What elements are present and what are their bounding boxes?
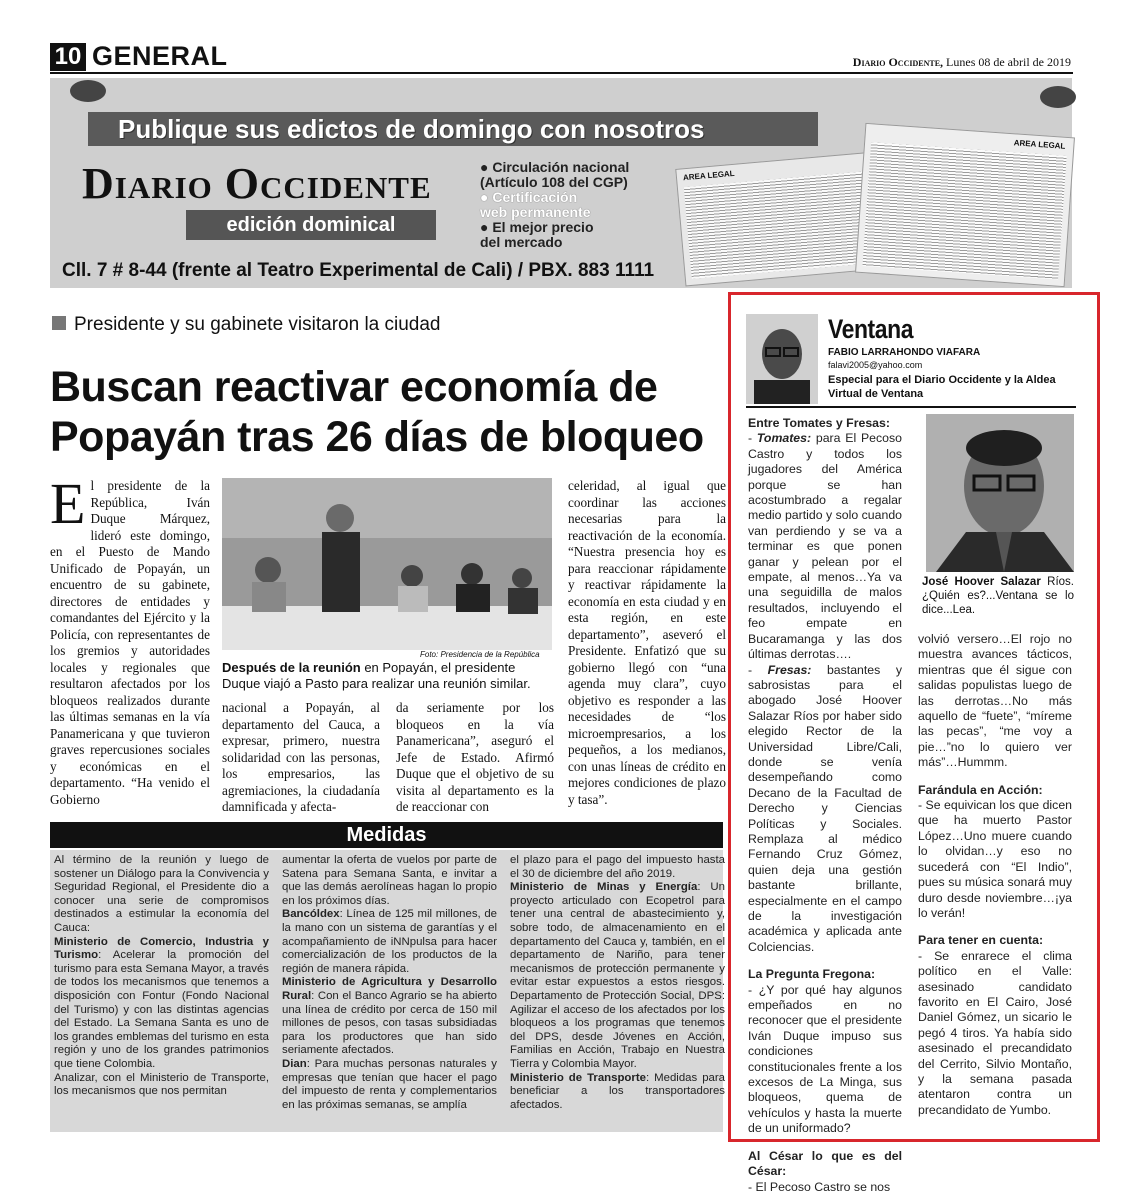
issue-date: Lunes 08 de abril de 2019 bbox=[946, 55, 1071, 69]
ad-headline: Publique sus edictos de domingo con nosotros bbox=[118, 114, 705, 144]
photo-credit: Foto: Presidencia de la República bbox=[420, 650, 540, 659]
masthead-name: Diario Occidente, bbox=[852, 55, 944, 69]
medidas-heading: Dian bbox=[282, 1057, 307, 1070]
article-kicker: Presidente y su gabinete visitaron la ciudad bbox=[74, 314, 441, 335]
ad-bullet: web permanente bbox=[480, 204, 591, 220]
column-text: - ¿Y por qué hay algunos empeñados en no reconocer que el presidente Iván Duque impuso sus condiciones constitucionales frente a los excesos de La Minga, sus bloqueos, quema de vehículos y hasta la muerte de un uniformado? bbox=[748, 982, 902, 1136]
column-subheading: Al César lo que es del César: bbox=[748, 1148, 902, 1179]
ad-paper-label: AREA LEGAL bbox=[682, 168, 735, 183]
article-column-4: celeridad, al igual que coordinar las acciones necesarias para la reactivación de la economía. “Nuestra presencia hoy es para reaccionar rápidamente y reactivar rápidamente la economía en esta ciudad y en esta región, en este departamento”, aseveró el Presidente. Enfatizó que su gobierno llegó con “una agenda muy clara”, cuyo objetivo es responder a las necesidades de “los microempresarios, a los pequeños, a los medianos, con unas líneas de crédito en mejores condiciones de plazo y tasa”. bbox=[568, 478, 726, 807]
medidas-text: : Para muchas personas naturales y empresas que tenían que hacer el pago del impuesto de renta y complementarios en las próximas semanas, se amplía bbox=[282, 1057, 497, 1111]
column-email: falavi2005@yahoo.com bbox=[828, 360, 923, 370]
caption-text: en Popayán, el presidente Duque viajó a Pasto para realizar una reunión similar. bbox=[222, 660, 531, 691]
ad-bullet: (Artículo 108 del CGP) bbox=[480, 174, 628, 190]
column-text: volvió versero…El rojo no muestra avances tácticos, mientras que él sigue con salidas populistas luego de las derrotas…No más aquello de “fuete”, “míreme las pecas”, “me voy a pie…”no lo quiero ver más”…Hummm. bbox=[918, 632, 1072, 770]
medidas-text: : Acelerar la promoción del turismo para esta Semana Mayor, a través de todos los mecanismos que tenemos a disposición con Fontur (Fondo Nacional del Turismo) y con las distintas agencias del Estado. La Semana Santa es uno de los grandes emblemas del turismo en esta región y uno de los grandes patrimonios que tiene Colombia. bbox=[54, 949, 269, 1070]
medidas-column-3 bbox=[510, 854, 725, 1112]
column-subheading: Farándula en Acción: bbox=[918, 782, 1043, 797]
pushpin-icon bbox=[1040, 86, 1076, 108]
article-column-3: da seriamente por los bloqueos en la vía Panamericana”, aseguró el Jefe de Estado. Afirmó Duque que el objetivo de su visita al departamento es la de reaccionar con bbox=[396, 700, 554, 814]
article-headline: Buscan reactivar economía de Popayán tras 26 días de bloqueo bbox=[50, 363, 704, 461]
column-text: - Se enrarece el clima político en el Valle: asesinado candidato favorito en El Cairo, José Daniel Gómez, un sicario le pegó 4 tiros. Ya había sido asesinado el precandidato del Cerrito, Silvio Montaño, y la semana pasada atentaron contra un precandidato de Yumbo. bbox=[918, 948, 1072, 1117]
kicker-square-icon bbox=[52, 316, 66, 330]
inline-label: Tomates: bbox=[756, 431, 812, 446]
medidas-text: aumentar la oferta de vuelos por parte de Satena para Semana Santa, e invitar a que las demás aerolíneas hagan lo propio en los próximos días. bbox=[282, 854, 497, 907]
article-photo bbox=[222, 478, 552, 650]
ad-legal-page-image bbox=[675, 152, 885, 287]
ad-edition-label: edición dominical bbox=[186, 210, 436, 240]
medidas-heading: Ministerio de Agricultura y Desarrollo Rural bbox=[282, 976, 497, 1002]
medidas-column-2 bbox=[282, 854, 497, 1112]
column-byline: Especial para el Diario Occidente y la Aldea Virtual de Ventana bbox=[828, 374, 1056, 400]
medidas-heading: Bancóldex bbox=[282, 908, 340, 921]
column-text: - El Pecoso Castro se nos bbox=[748, 1179, 891, 1194]
rector-photo bbox=[926, 414, 1074, 572]
medidas-text: Al término de la reunión y luego de sostener un Diálogo para la Convivencia y Seguridad Regional, el Presidente dio a conocer una serie de compromisos destinados a estimular la economía del Cauca: bbox=[54, 854, 269, 934]
ad-legal-page-image bbox=[855, 123, 1075, 287]
medidas-text: : Medidas para beneficiar a los transportadores afectados. bbox=[510, 1071, 725, 1111]
medidas-column-1 bbox=[54, 854, 269, 1099]
column-subheading: Entre Tomates y Fresas: bbox=[748, 416, 890, 430]
ad-logo: Diario Occidente bbox=[82, 159, 432, 208]
ventana-column-2 bbox=[918, 632, 1072, 1118]
medidas-text: : Línea de 125 mil millones, de la mano con un sistema de garantías y el acompañamiento de iNNpulsa para hacer comercialización de los productos de la región de manera rápida. bbox=[282, 908, 497, 975]
medidas-heading: Ministerio de Transporte bbox=[510, 1071, 646, 1084]
drop-cap: E bbox=[50, 471, 86, 536]
columnist-photo bbox=[746, 314, 818, 404]
ad-bullet: ● Certificación bbox=[480, 189, 578, 205]
medidas-heading: Ministerio de Comercio, Industria y Turismo bbox=[54, 935, 269, 962]
ad-bullet: del mercado bbox=[480, 234, 563, 250]
caption-lead: Después de la reunión bbox=[222, 660, 361, 675]
ventana-column-1: Entre Tomates y Fresas: - Tomates: para El Pecoso Castro y todos los jugadores del América porque se han acostumbrado a regalar medio partido y solo cuando van perdiendo y se va a terminar es que ponen ganar y pelean por el empate, al menos…Ya va una seguidilla de malos resultados, incluyendo el feo empate en Bucaramanga y las dos últimas derrotas…. - Fresas: bastantes y sabrosistas para el abogado José Hoover Salazar Ríos por haber sido elegido Rector de la Universidad Libre/Cali, donde se venía desempeñando como Decano de la Facultad de Derecho y Ciencias Políticas y Sociales. Remplaza al médico Fernando Cruz Gómez, quien deja una gestión bastante brillante, especialmente en el campo de la investigación académica y aplicada ante Colciencias. La Pregunta Fregona: - ¿Y por qué hay algunos empeñados en no reconocer que el presidente Iván Duque impuso sus condiciones constitucionales frente a los excesos de La Minga, sus bloqueos, quema de vehículos y hasta la muerte de un uniformado? Al César lo que es del César: - El Pecoso Castro se nos bbox=[748, 416, 902, 1194]
rector-portrait-illustration bbox=[926, 414, 1074, 572]
photo-caption bbox=[222, 660, 557, 692]
columnist-portrait-illustration bbox=[746, 314, 818, 404]
column-author: FABIO LARRAHONDO VIAFARA bbox=[828, 347, 981, 358]
caption-lead: José Hoover Salazar bbox=[922, 576, 1041, 588]
ad-bullet: ● Circulación nacional bbox=[480, 159, 630, 175]
header-rule bbox=[50, 72, 1073, 74]
ad-paper-lines bbox=[682, 168, 877, 279]
medidas-text: : Un proyecto articulado con Ecopetrol para tener una central de abastecimiento y, sobre todo, de almacenamiento en el departamento del Cauca y, también, en el departamento de Nariño, para tener mecanismos de protección permanente y evitar estar expuestos a estos riesgos. Departamento de Protección Social, DPS: Agilizar el acceso de los afectados por los bloqueos a los programas que tenemos del DPS, desde Jóvenes en Acción, Familias en Acción, Trabajo en Nuestra Tierra y Colombia Mayor. bbox=[510, 881, 725, 1070]
column-subheading: La Pregunta Fregona: bbox=[748, 967, 876, 982]
column-text: para El Pecoso Castro y todos los jugadores del América porque se han acostumbrado a regalar medio partido y solo cuando van perdiendo y se va a terminar es que ponen ganar y pelean por el empate, al menos…Ya va una seguidilla de malos resultados, incluyendo el feo empate en Bucaramanga y las dos últimas derrotas…. bbox=[748, 431, 902, 662]
section-title: GENERAL bbox=[92, 41, 228, 71]
ad-paper-lines bbox=[862, 142, 1066, 279]
caption-text: Ríos. ¿Quién es?...Ventana se lo dice...Lea. bbox=[922, 576, 1074, 616]
column-rule bbox=[746, 406, 1076, 408]
medidas-heading: Ministerio de Minas y Energía bbox=[510, 881, 698, 894]
medidas-text: el plazo para el pago del impuesto hasta el 30 de diciembre del año 2019. bbox=[510, 854, 725, 880]
medidas-text: : Con el Banco Agrario se ha abierto una línea de crédito por cerca de 150 mil millones de pesos, con tasas subsidiadas para los productores que han sido seriamente afectados. bbox=[282, 989, 497, 1057]
rector-photo-caption bbox=[922, 575, 1074, 617]
column-text: bastantes y sabrosistas para el abogado José Hoover Salazar Ríos por haber sido elegido Rector de la Universidad Libre/Cali, donde se venía desempeñando como Decano de la Facultad de Derecho y Ciencias Políticas y Sociales. Remplaza al médico Fernando Cruz Gómez, quien deja una gestión bastante brillante, especialmente en el campo de la investigación académica y aplicada ante Colciencias. bbox=[748, 662, 902, 954]
article-column-2: nacional a Popayán, al departamento del Cauca, a expresar, primero, nuestra solidaridad con las personas, los empresarios, las agremiaciones, la ciudadanía damnificada y afecta- bbox=[222, 700, 380, 814]
ad-address: Cll. 7 # 8-44 (frente al Teatro Experimental de Cali) / PBX. 883 1111 bbox=[62, 260, 655, 281]
medidas-text: Analizar, con el Ministerio de Transporte, los mecanismos que nos permitan bbox=[54, 1071, 269, 1098]
masthead-date-line bbox=[853, 55, 1071, 70]
pushpin-icon bbox=[70, 80, 106, 102]
article-text: l presidente de la República, Iván Duque Márquez, lideró este domingo, en el Puesto de Mando Unificado de Popayán, un encuentro de su gabinete, directores de entidades y comandantes del Ejército y la Policía, con representantes de los gremios y autoridades locales y regionales que resultaron afectados por los bloqueos realizados durante las últimas semanas en la vía Panamericana y que tuvieron graves repercusiones sociales y económicas en el departamento. “Ha venido el Gobierno bbox=[50, 478, 210, 807]
meeting-photo-illustration bbox=[222, 478, 552, 650]
column-text: - Se equivican los que dicen que ha muerto Pastor López…Uno muere cuando lo olvidan…y eso no sucederá con “El Indio”, pues su música sonará muy duro desde noviembre…¡ya lo verán! bbox=[918, 798, 1072, 920]
column-title: Ventana bbox=[828, 314, 914, 344]
column-subheading: Para tener en cuenta: bbox=[918, 933, 1044, 948]
page-number: 10 bbox=[50, 43, 86, 71]
ad-bullet: ● El mejor precio bbox=[480, 219, 594, 235]
inline-label: Fresas: bbox=[767, 662, 812, 677]
ad-paper-label: AREA LEGAL bbox=[1013, 138, 1066, 151]
article-column-1 bbox=[50, 471, 210, 808]
medidas-title-bar: Medidas bbox=[50, 822, 723, 848]
ad-bullet-list bbox=[480, 160, 629, 250]
